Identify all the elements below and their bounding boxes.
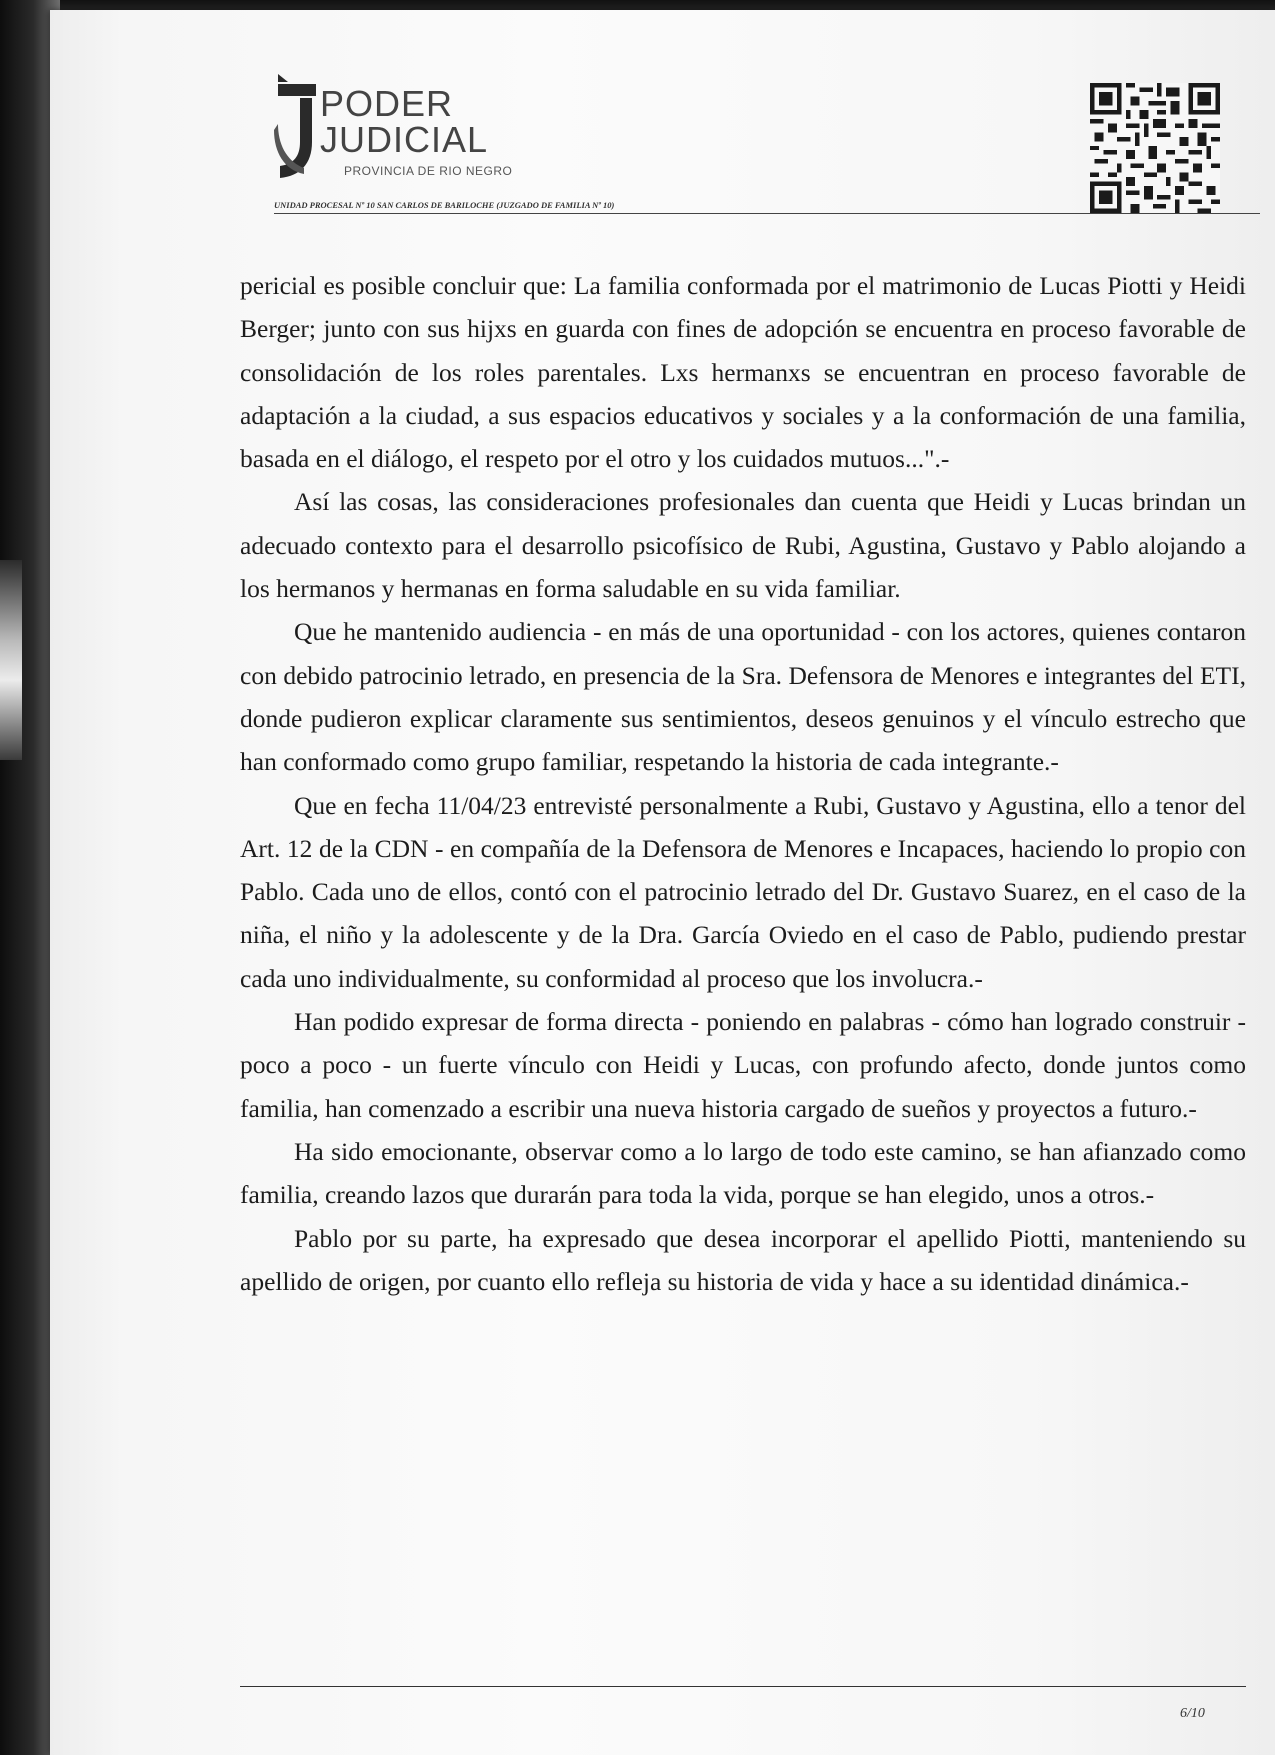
logo-title-line2: JUDICIAL: [320, 119, 489, 160]
page-number: 6/10: [1180, 1706, 1205, 1721]
footer-divider: [240, 1686, 1246, 1687]
court-unit-heading: UNIDAD PROCESAL Nº 10 SAN CARLOS DE BARILOCHE (JUZGADO DE FAMILIA Nº 10): [274, 200, 615, 210]
paragraph: pericial es posible concluir que: La familia conformada por el matrimonio de Lucas Piotti y Heidi Berger; junto con sus hijxs en guarda con fines de adopción se encuentra en proceso favorable de consolidación de los roles parentales. Lxs hermanxs se encuentran en proceso favorable de adaptación a la ciudad, a sus espacios educativos y sociales y a la conformación de una familia, basada en el diálogo, el respeto por el otro y los cuidados mutuos...".-: [240, 271, 1246, 474]
logo-title-line1: PODER: [320, 83, 454, 124]
logo-subtitle: PROVINCIA DE RIO NEGRO: [344, 164, 513, 178]
poder-judicial-logo: [274, 72, 534, 192]
scales-emblem-icon: [274, 72, 322, 182]
header-divider: [274, 213, 1260, 214]
document-page: [50, 10, 1275, 1755]
paragraph: Que he mantenido audiencia - en más de una oportunidad - con los actores, quienes contaron con debido patrocinio letrado, en presencia de la Sra. Defensora de Menores e integrantes del ETI, donde pudieron explicar claramente sus sentimientos, deseos genuinos y el vínculo estrecho que han conformado como grupo familiar, respetando la historia de cada integrante.-: [240, 617, 1246, 777]
paragraph: Que en fecha 11/04/23 entrevisté personalmente a Rubi, Gustavo y Agustina, ello a tenor del Art. 12 de la CDN - en compañía de la Defensora de Menores e Incapaces, haciendo lo propio con Pablo. Cada uno de ellos, contó con el patrocinio letrado del Dr. Gustavo Suarez, en el caso de la niña, el niño y la adolescente y de la Dra. García Oviedo en el caso de Pablo, pudiendo prestar cada uno individualmente, su conformidad al proceso que los involucra.-: [240, 790, 1246, 993]
qr-code-icon: [1090, 83, 1220, 213]
paragraph: Han podido expresar de forma directa - poniendo en palabras - cómo han logrado construir - poco a poco - un fuerte vínculo con Heidi y Lucas, con profundo afecto, donde juntos como familia, han comenzado a escribir una nueva historia cargado de sueños y proyectos a futuro.-: [240, 1007, 1246, 1123]
scan-light-glare: [0, 560, 22, 760]
document-body: [240, 264, 1246, 1303]
paragraph: Pablo por su parte, ha expresado que desea incorporar el apellido Piotti, manteniendo su apellido de origen, por cuanto ello refleja su historia de vida y hace a su identidad dinámica.-: [240, 1223, 1246, 1296]
paragraph: Ha sido emocionante, observar como a lo largo de todo este camino, se han afianzado como familia, creando lazos que durarán para toda la vida, porque se han elegido, unos a otros.-: [240, 1136, 1246, 1210]
paragraph: Así las cosas, las consideraciones profesionales dan cuenta que Heidi y Lucas brindan un adecuado contexto para el desarrollo psicofísico de Rubi, Agustina, Gustavo y Pablo alojando a los hermanos y hermanas en forma saludable en su vida familiar.: [240, 487, 1246, 604]
